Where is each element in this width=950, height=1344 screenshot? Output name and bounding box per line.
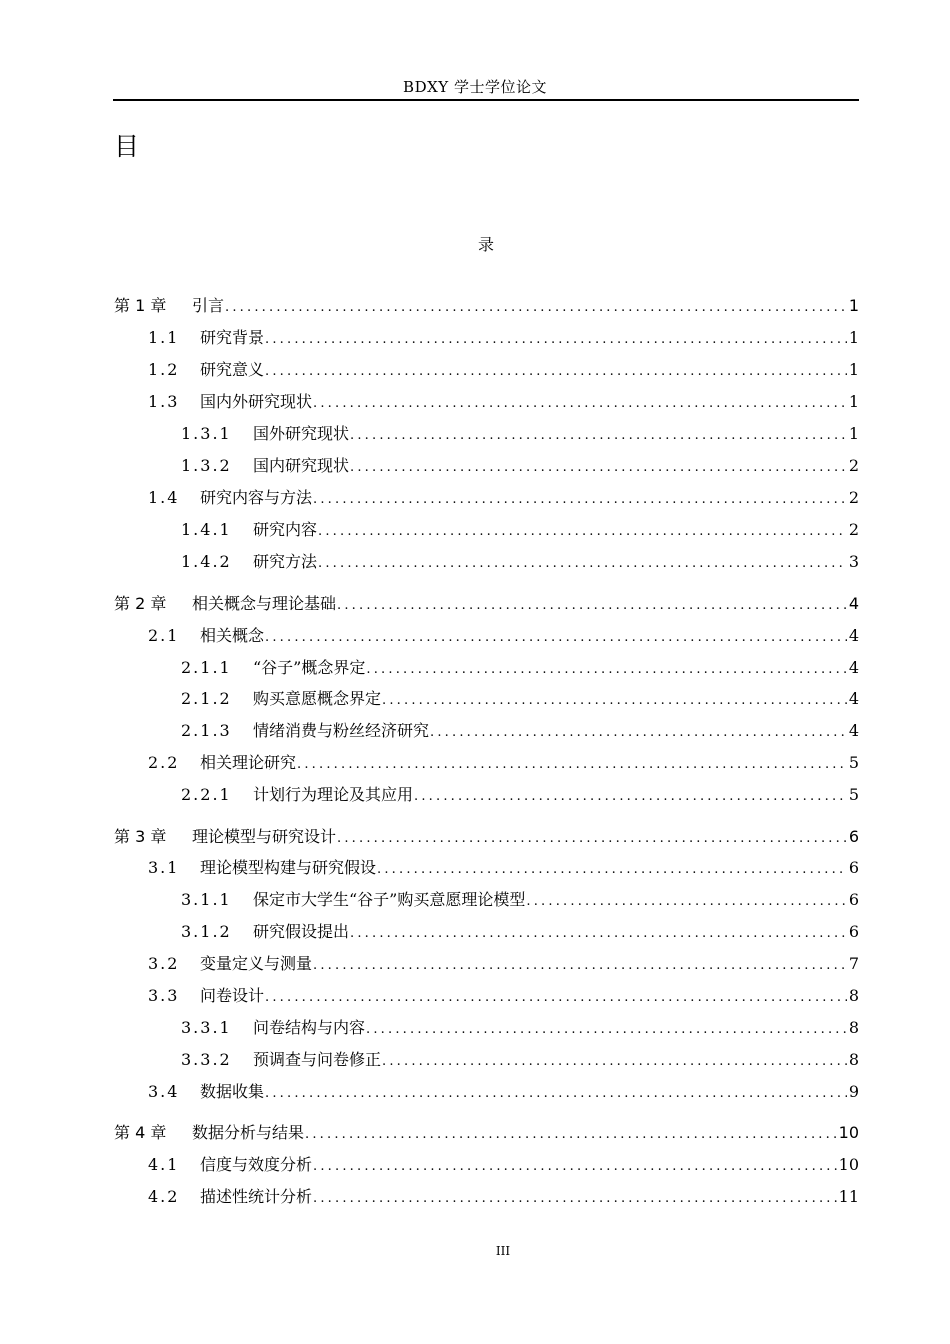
toc-entry[interactable] <box>181 423 859 445</box>
toc-entry-page: 6 <box>848 922 859 941</box>
toc-entry-title: 问卷设计 <box>200 986 265 1005</box>
toc-chapter-entry[interactable] <box>114 295 859 317</box>
toc-entry-title: 预调查与问卷修正 <box>253 1050 382 1069</box>
toc-entry[interactable] <box>181 519 859 541</box>
toc-chapter-entry[interactable] <box>114 1122 859 1144</box>
toc-entry-page: 2 <box>848 456 859 475</box>
toc-entry-page: 6 <box>848 890 859 909</box>
toc-entry-title: 研究背景 <box>200 328 265 347</box>
toc-dot-leader <box>225 297 847 319</box>
toc-entry-number: 1.4 <box>148 488 180 507</box>
toc-dot-leader <box>337 595 847 617</box>
toc-entry-number: 2.1.2 <box>181 689 232 708</box>
toc-dot-leader <box>313 393 847 415</box>
toc-entry-page: 1 <box>848 296 859 315</box>
toc-entry[interactable] <box>148 487 859 509</box>
toc-dot-leader <box>265 329 847 351</box>
toc-entry[interactable] <box>181 720 859 742</box>
toc-entry-number: 第 3 章 <box>114 827 167 846</box>
toc-entry-number: 4.2 <box>148 1187 180 1206</box>
toc-entry[interactable] <box>181 657 859 679</box>
toc-dot-leader <box>305 1124 837 1146</box>
toc-entry-title: 相关概念 <box>200 626 265 645</box>
toc-dot-leader <box>526 891 846 913</box>
toc-dot-leader <box>350 457 847 479</box>
toc-entry-title: “谷子”概念界定 <box>253 658 366 677</box>
toc-entry-number: 2.1.1 <box>181 658 232 677</box>
toc-chapter-entry[interactable] <box>114 593 859 615</box>
toc-entry-title: 理论模型构建与研究假设 <box>200 858 377 877</box>
toc-entry-title: 描述性统计分析 <box>200 1187 313 1206</box>
toc-entry-title: 研究假设提出 <box>253 922 350 941</box>
toc-dot-leader <box>382 690 847 712</box>
toc-dot-leader <box>313 1156 837 1178</box>
toc-entry-number: 2.1.3 <box>181 721 232 740</box>
toc-entry[interactable] <box>148 1081 859 1103</box>
toc-dot-leader <box>318 553 847 575</box>
toc-entry-page: 4 <box>848 594 859 613</box>
toc-entry-page: 1 <box>848 360 859 379</box>
toc-dot-leader <box>430 722 847 744</box>
toc-entry-title: 研究内容与方法 <box>200 488 313 507</box>
toc-entry-title: 变量定义与测量 <box>200 954 313 973</box>
toc-entry-page: 8 <box>848 986 859 1005</box>
toc-entry-page: 3 <box>848 552 859 571</box>
toc-entry-title: 研究意义 <box>200 360 265 379</box>
toc-dot-leader <box>265 361 847 383</box>
toc-entry-title: 计划行为理论及其应用 <box>253 785 414 804</box>
toc-dot-leader <box>350 923 847 945</box>
toc-entry[interactable] <box>148 1186 859 1208</box>
toc-entry-number: 1.4.2 <box>181 552 232 571</box>
toc-entry-title: 数据分析与结果 <box>192 1123 305 1142</box>
toc-dot-leader <box>382 1051 847 1073</box>
toc-entry-number: 1.4.1 <box>181 520 232 539</box>
toc-entry-title: 引言 <box>192 296 225 315</box>
toc-entry-number: 1.3.1 <box>181 424 232 443</box>
toc-entry-title: 保定市大学生“谷子”购买意愿理论模型 <box>253 890 526 909</box>
toc-entry-number: 3.4 <box>148 1082 180 1101</box>
toc-entry[interactable] <box>148 985 859 1007</box>
toc-entry-title: 购买意愿概念界定 <box>253 689 382 708</box>
toc-dot-leader <box>265 987 847 1009</box>
toc-entry[interactable] <box>148 752 859 774</box>
toc-entry-page: 5 <box>848 785 859 804</box>
toc-entry[interactable] <box>148 327 859 349</box>
running-header: BDXY 学士学位论文 <box>403 78 547 96</box>
toc-entry-title: 国内研究现状 <box>253 456 350 475</box>
toc-entry-number: 4.1 <box>148 1155 180 1174</box>
toc-title-part2: 录 <box>477 235 494 254</box>
toc-entry-number: 3.1.1 <box>181 890 232 909</box>
toc-entry-number: 2.2.1 <box>181 785 232 804</box>
toc-entry[interactable] <box>181 455 859 477</box>
toc-entry-title: 信度与效度分析 <box>200 1155 313 1174</box>
toc-entry[interactable] <box>148 391 859 413</box>
toc-entry-page: 5 <box>848 753 859 772</box>
toc-dot-leader <box>265 627 847 649</box>
toc-entry[interactable] <box>181 889 859 911</box>
toc-entry-page: 1 <box>848 328 859 347</box>
toc-entry-number: 1.3.2 <box>181 456 232 475</box>
toc-entry-title: 研究方法 <box>253 552 318 571</box>
toc-entry-number: 3.3.2 <box>181 1050 232 1069</box>
toc-entry-page: 4 <box>848 658 859 677</box>
toc-dot-leader <box>313 1188 837 1210</box>
toc-entry[interactable] <box>181 921 859 943</box>
toc-entry-number: 1.3 <box>148 392 180 411</box>
header-rule <box>113 99 859 101</box>
toc-entry-number: 2.2 <box>148 753 180 772</box>
toc-entry-page: 1 <box>848 392 859 411</box>
toc-entry-page: 2 <box>848 488 859 507</box>
toc-entry[interactable] <box>148 359 859 381</box>
toc-entry-page: 4 <box>848 721 859 740</box>
toc-entry-title: 数据收集 <box>200 1082 265 1101</box>
toc-dot-leader <box>318 521 847 543</box>
toc-entry-number: 3.1.2 <box>181 922 232 941</box>
toc-entry-title: 研究内容 <box>253 520 318 539</box>
toc-entry-number: 第 2 章 <box>114 594 167 613</box>
toc-entry-page: 6 <box>848 858 859 877</box>
toc-entry-number: 2.1 <box>148 626 180 645</box>
toc-chapter-entry[interactable] <box>114 826 859 848</box>
toc-dot-leader <box>265 1083 847 1105</box>
toc-entry-number: 第 1 章 <box>114 296 167 315</box>
toc-dot-leader <box>366 1019 847 1041</box>
toc-entry[interactable] <box>148 1154 859 1176</box>
toc-entry-title: 情绪消费与粉丝经济研究 <box>253 721 430 740</box>
toc-entry[interactable] <box>181 1049 859 1071</box>
toc-dot-leader <box>313 489 847 511</box>
toc-entry-title: 问卷结构与内容 <box>253 1018 366 1037</box>
toc-entry-title: 国外研究现状 <box>253 424 350 443</box>
toc-entry[interactable] <box>148 625 859 647</box>
toc-entry-page: 10 <box>838 1123 859 1142</box>
toc-entry[interactable] <box>181 688 859 710</box>
toc-dot-leader <box>297 754 847 776</box>
toc-dot-leader <box>377 859 847 881</box>
toc-entry-page: 9 <box>848 1082 859 1101</box>
toc-entry-title: 国内外研究现状 <box>200 392 313 411</box>
toc-entry[interactable] <box>148 857 859 879</box>
toc-entry-number: 1.1 <box>148 328 180 347</box>
toc-entry-number: 3.1 <box>148 858 180 877</box>
toc-entry-page: 1 <box>848 424 859 443</box>
toc-entry-number: 3.3.1 <box>181 1018 232 1037</box>
toc-entry-page: 8 <box>848 1050 859 1069</box>
toc-entry-page: 7 <box>848 954 859 973</box>
toc-dot-leader <box>313 955 847 977</box>
toc-entry-page: 4 <box>848 689 859 708</box>
toc-dot-leader <box>350 425 847 447</box>
toc-entry-page: 6 <box>848 827 859 846</box>
toc-dot-leader <box>366 659 846 681</box>
toc-entry[interactable] <box>181 784 859 806</box>
toc-entry-page: 11 <box>838 1187 859 1206</box>
toc-entry-title: 理论模型与研究设计 <box>192 827 337 846</box>
toc-entry[interactable] <box>148 953 859 975</box>
toc-entry-title: 相关概念与理论基础 <box>192 594 337 613</box>
toc-entry[interactable] <box>181 551 859 573</box>
toc-entry-number: 3.2 <box>148 954 180 973</box>
toc-entry-page: 4 <box>848 626 859 645</box>
toc-title-part1: 目 <box>114 132 140 161</box>
toc-dot-leader <box>414 786 847 808</box>
toc-entry-page: 2 <box>848 520 859 539</box>
toc-dot-leader <box>337 828 847 850</box>
toc-entry-number: 第 4 章 <box>114 1123 167 1142</box>
toc-entry-number: 3.3 <box>148 986 180 1005</box>
toc-entry[interactable] <box>181 1017 859 1039</box>
toc-entry-number: 1.2 <box>148 360 180 379</box>
toc-entry-title: 相关理论研究 <box>200 753 297 772</box>
toc-entry-page: 10 <box>838 1155 859 1174</box>
page-number: III <box>495 1244 511 1258</box>
toc-entry-page: 8 <box>848 1018 859 1037</box>
